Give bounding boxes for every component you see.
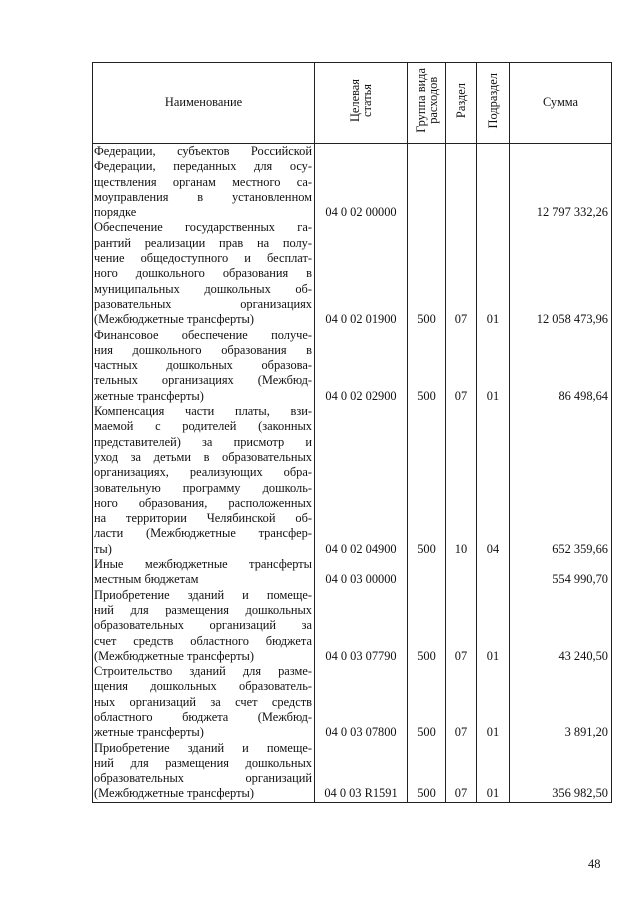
table-header-row	[93, 63, 612, 144]
row-expense-group	[408, 557, 446, 588]
table-row	[93, 328, 612, 404]
row-expense-group: 500	[408, 664, 446, 740]
row-name-line: представителей) за присмотр и	[94, 434, 312, 449]
row-name	[93, 404, 315, 557]
row-name	[93, 741, 315, 803]
row-name-line: муниципальных дошкольных об-	[94, 281, 312, 296]
row-section: 10	[446, 404, 477, 557]
row-name-line: образовательных организаций	[94, 771, 312, 786]
row-name-line: Финансовое обеспечение получе-	[94, 327, 312, 342]
row-name-line: моуправления в установленном	[94, 189, 312, 204]
page-number: 48	[588, 857, 601, 871]
row-subsection	[477, 557, 510, 588]
row-amount: 356 982,50	[510, 741, 612, 803]
row-amount: 12 797 332,26	[510, 144, 612, 221]
row-expense-group: 500	[408, 404, 446, 557]
row-section: 07	[446, 588, 477, 664]
table-row	[93, 557, 612, 588]
row-name-line: (Межбюджетные трансферты)	[94, 312, 254, 327]
row-subsection: 01	[477, 328, 510, 404]
row-name	[93, 144, 315, 221]
row-name-line: уход за детьми в образовательных	[94, 449, 312, 464]
header-expense-group: Группа вида расходов	[408, 63, 446, 144]
row-target-article: 04 0 03 07790	[315, 588, 408, 664]
table-row	[93, 404, 612, 557]
row-name-line: Приобретение зданий и помеще-	[94, 587, 312, 602]
table-row	[93, 220, 612, 327]
row-name-line: на территории Челябинской об-	[94, 511, 312, 526]
row-target-article: 04 0 02 01900	[315, 220, 408, 327]
row-name-line: организациях, реализующих обра-	[94, 465, 312, 480]
row-name-line: образовательных организаций за	[94, 618, 312, 633]
row-name-line: Федерации, переданных для осу-	[94, 159, 312, 174]
row-subsection: 01	[477, 588, 510, 664]
table-row	[93, 588, 612, 664]
budget-table	[92, 62, 612, 803]
row-amount: 652 359,66	[510, 404, 612, 557]
table-row	[93, 144, 612, 221]
row-expense-group: 500	[408, 741, 446, 803]
row-name-line: счет средств областного бюджета	[94, 633, 312, 648]
row-name-line: ний для размещения дошкольных	[94, 755, 312, 770]
row-amount: 3 891,20	[510, 664, 612, 740]
row-name	[93, 588, 315, 664]
row-name-line: ных организаций за счет средств	[94, 694, 312, 709]
row-name-line: ты)	[94, 541, 112, 556]
row-name	[93, 664, 315, 740]
row-name	[93, 328, 315, 404]
row-expense-group: 500	[408, 328, 446, 404]
header-name: Наименование	[93, 63, 315, 144]
row-target-article: 04 0 03 00000	[315, 557, 408, 588]
row-name-line: порядке	[94, 205, 137, 220]
row-section: 07	[446, 328, 477, 404]
row-name-line: зовательную программу дошколь-	[94, 480, 312, 495]
row-name-line: ний для размещения дошкольных	[94, 602, 312, 617]
row-expense-group: 500	[408, 588, 446, 664]
table-row	[93, 664, 612, 740]
row-name-line: ществления органам местного са-	[94, 174, 312, 189]
row-subsection: 04	[477, 404, 510, 557]
row-amount: 86 498,64	[510, 328, 612, 404]
row-name-line: областного бюджета (Межбюд-	[94, 709, 312, 724]
row-section: 07	[446, 220, 477, 327]
row-amount: 43 240,50	[510, 588, 612, 664]
header-target-article: Целевая статья	[315, 63, 408, 144]
row-name-line: Компенсация части платы, взи-	[94, 404, 312, 419]
row-name-line: маемой с родителей (законных	[94, 419, 312, 434]
row-name-line: чение общедоступного и бесплат-	[94, 251, 312, 266]
row-name-line: рантий реализации прав на полу-	[94, 235, 312, 250]
row-expense-group: 500	[408, 220, 446, 327]
row-name-line: ласти (Межбюджетные трансфер-	[94, 526, 312, 541]
row-name-line: ного дошкольного образования в	[94, 266, 312, 281]
row-target-article: 04 0 03 R1591	[315, 741, 408, 803]
header-amount: Сумма	[510, 63, 612, 144]
row-subsection: 01	[477, 220, 510, 327]
row-amount: 12 058 473,96	[510, 220, 612, 327]
row-section: 07	[446, 664, 477, 740]
row-name-line: Иные межбюджетные трансферты	[94, 557, 312, 572]
row-target-article: 04 0 03 07800	[315, 664, 408, 740]
row-amount: 554 990,70	[510, 557, 612, 588]
row-target-article: 04 0 02 02900	[315, 328, 408, 404]
row-subsection	[477, 144, 510, 221]
row-name-line: Федерации, субъектов Российской	[94, 144, 312, 158]
row-target-article: 04 0 02 00000	[315, 144, 408, 221]
row-name-line: щения дошкольных образователь-	[94, 679, 312, 694]
row-section: 07	[446, 741, 477, 803]
header-subsection: Подраздел	[477, 63, 510, 144]
row-name-line: жетные трансферты)	[94, 725, 204, 740]
row-name-line: разовательных организациях	[94, 296, 312, 311]
row-name	[93, 557, 315, 588]
row-name-line: ного образования, расположенных	[94, 495, 312, 510]
header-section: Раздел	[446, 63, 477, 144]
row-name-line: местным бюджетам	[94, 572, 199, 587]
row-name	[93, 220, 315, 327]
row-target-article: 04 0 02 04900	[315, 404, 408, 557]
row-section	[446, 144, 477, 221]
row-name-line: Обеспечение государственных га-	[94, 220, 312, 235]
row-name-line: частных дошкольных образова-	[94, 358, 312, 373]
row-name-line: (Межбюджетные трансферты)	[94, 786, 254, 801]
row-section	[446, 557, 477, 588]
row-name-line: тельных организациях (Межбюд-	[94, 373, 312, 388]
row-name-line: Приобретение зданий и помеще-	[94, 740, 312, 755]
row-subsection: 01	[477, 741, 510, 803]
row-name-line: Строительство зданий для разме-	[94, 664, 312, 679]
table-row	[93, 741, 612, 803]
row-subsection: 01	[477, 664, 510, 740]
row-name-line: (Межбюджетные трансферты)	[94, 648, 254, 663]
row-expense-group	[408, 144, 446, 221]
row-name-line: ния дошкольного образования в	[94, 342, 312, 357]
row-name-line: жетные трансферты)	[94, 388, 204, 403]
